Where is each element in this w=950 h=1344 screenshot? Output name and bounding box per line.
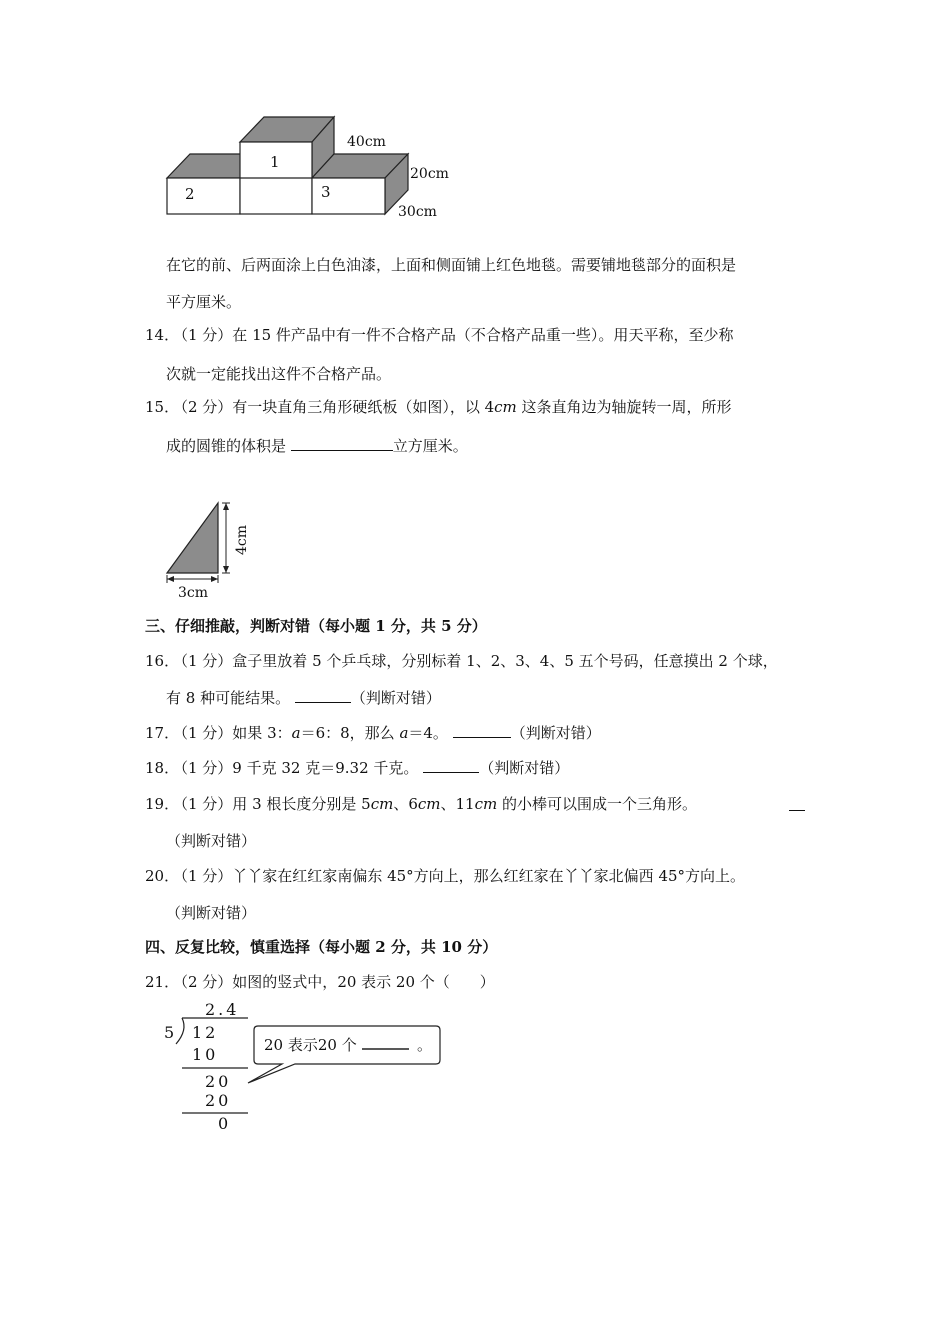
section4-title: 四、反复比较，慎重选择（每小题 2 分，共 10 分） (145, 938, 498, 956)
label-height: 20cm (410, 166, 449, 182)
q18-number: 18． (145, 759, 180, 777)
triangle-figure (160, 495, 260, 605)
step-1: 10 (192, 1045, 219, 1064)
bubble-text: 20 表示20 个 (264, 1036, 357, 1054)
q17-number: 17． (145, 724, 180, 742)
q16-number: 16． (145, 652, 180, 670)
q14-number: 14． (145, 326, 180, 344)
label-3cm: 3cm (178, 585, 209, 601)
q20-line2: （判断对错） (166, 904, 257, 922)
q17-answer-blank (453, 723, 511, 738)
block-number-3: 3 (321, 183, 331, 201)
q21-number: 21． (145, 973, 180, 991)
remainder: 0 (218, 1114, 229, 1133)
long-division-figure (160, 998, 450, 1138)
q16-line1: （1 分）盒子里放着 5 个乒乓球，分别标着 1、2、3、4、5 五个号码，任意摸出 2 个球， (173, 652, 778, 670)
q15-line2: 成的圆锥的体积是 立方厘米。 (166, 437, 468, 455)
q18-answer-blank (423, 758, 479, 773)
right-triangle (167, 503, 218, 573)
block-number-2: 2 (185, 185, 195, 203)
q20-number: 20． (145, 867, 180, 885)
q19-number: 19． (145, 795, 180, 813)
label-length: 40cm (347, 134, 386, 150)
q17-line: （1 分）如果 3：a＝6：8，那么 a＝4。 （判断对错） (173, 724, 601, 742)
left-block-front (167, 178, 240, 214)
q13-line2: 平方厘米。 (166, 293, 242, 311)
q15-line1: （2 分）有一块直角三角形硬纸板（如图），以 4cm 这条直角边为轴旋转一周，所形 (173, 398, 732, 416)
step-3: 20 (205, 1091, 232, 1110)
stacked-blocks-figure (160, 110, 460, 225)
label-width: 30cm (398, 204, 437, 220)
divisor: 5 (164, 1023, 175, 1042)
step-2: 20 (205, 1072, 232, 1091)
q14-line1: （1 分）在 15 件产品中有一件不合格产品（不合格产品重一些）。用天平称，至少称 (173, 326, 734, 344)
q16-answer-blank (295, 688, 351, 703)
q14-line2: 次就一定能找出这件不合格产品。 (166, 365, 392, 383)
label-4cm: 4cm (234, 524, 250, 555)
q18-line: （1 分）9 千克 32 克＝9.32 千克。 （判断对错） (173, 759, 570, 777)
q15-number: 15． (145, 398, 180, 416)
q15-answer-blank (291, 436, 393, 451)
q21-line: （2 分）如图的竖式中，20 表示 20 个（ ） (173, 973, 495, 991)
section3-title: 三、仔细推敲，判断对错（每小题 1 分，共 5 分） (145, 617, 487, 635)
q16-line2: 有 8 种可能结果。 （判断对错） (166, 689, 441, 707)
q13-line1: 在它的前、后两面涂上白色油漆，上面和侧面铺上红色地毯。需要铺地毯部分的面积是 (166, 256, 737, 274)
dividend: 12 (192, 1023, 219, 1042)
quotient: 2.4 (205, 1000, 240, 1019)
q19-line2: （判断对错） (166, 832, 257, 850)
q20-line1: （1 分）丫丫家在红红家南偏东 45°方向上，那么红红家在丫丫家北偏西 45°方向上。 (173, 867, 746, 885)
bubble-end: 。 (417, 1036, 433, 1054)
q19-line1: （1 分）用 3 根长度分别是 5cm、6cm、11cm 的小棒可以围成一个三角形。 (173, 795, 698, 813)
q19-answer-blank (789, 796, 805, 811)
block-number-1: 1 (270, 153, 280, 171)
